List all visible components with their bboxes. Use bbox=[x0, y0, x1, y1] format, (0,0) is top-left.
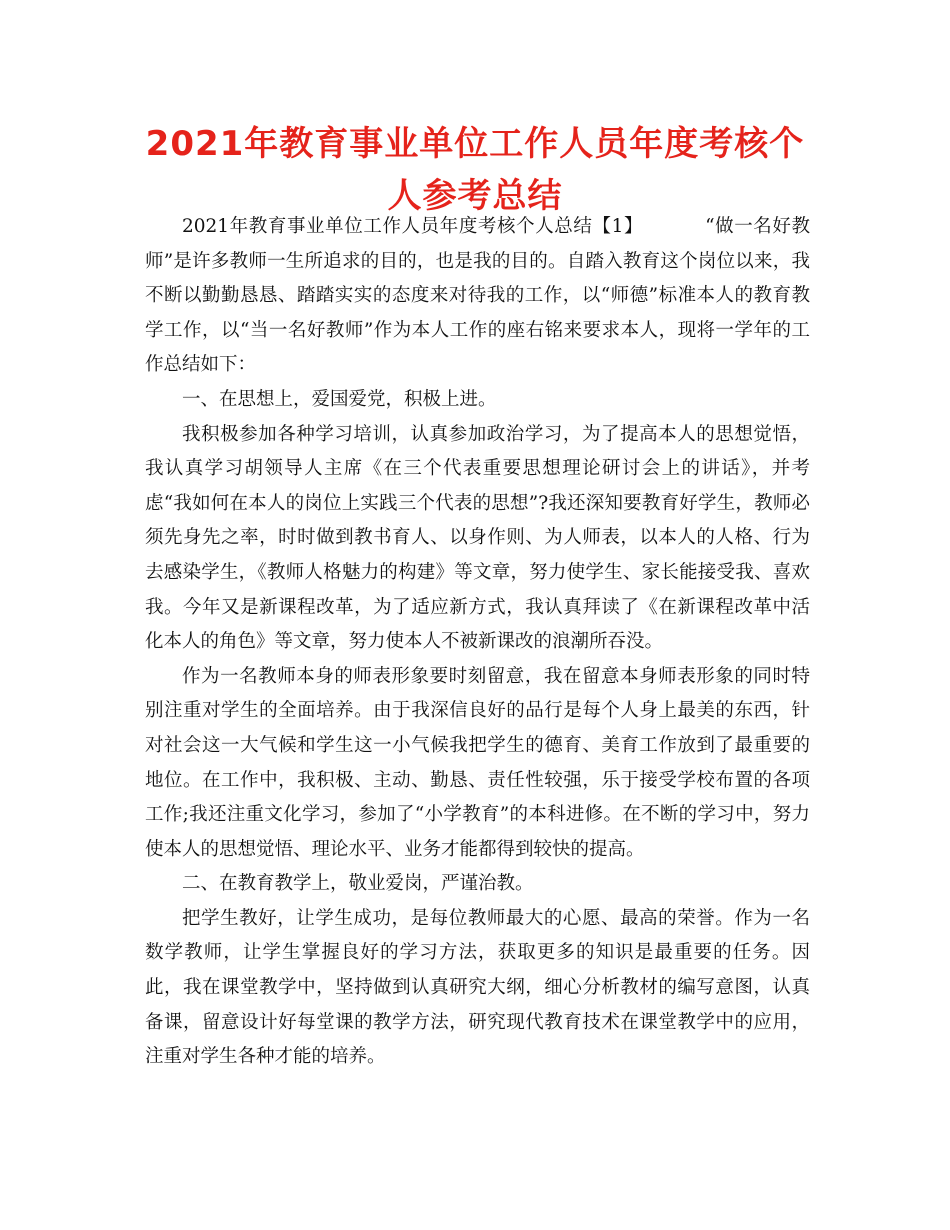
body-paragraph: 把学生教好，让学生成功，是每位教师最大的心愿、最高的荣誉。作为一名数学教师，让学生掌握良好的学习方法，获取更多的知识是最重要的任务。因此，我在课堂教学中，坚持做到认真研究大纲，细心分析教材的编写意图，认真备课，留意设计好每堂课的教学方法，研究现代教育技术在课堂教学中的应用，注重对学生各种才能的培养。 bbox=[145, 907, 810, 1068]
intro-heading: 2021年教育事业单位工作人员年度考核个人总结【1】 bbox=[182, 216, 644, 237]
section-heading-thought: 一、在思想上，爱国爱党，积极上进。 bbox=[182, 388, 497, 410]
body-paragraph: 我积极参加各种学习培训，认真参加政治学习，为了提高本人的思想觉悟，我认真学习胡领导人主席《在三个代表重要思想理论研讨会上的讲话》，并考虑“我如何在本人的岗位上实践三个代表的思想”?我还深知要教育好学生，教师必须先身先之率，时时做到教书育人、以身作则、为人师表，以本人的人格、行为去感染学生，《教师人格魅力的构建》等文章，努力使学生、家长能接受我、喜欢我。今年又是新课程改革，为了适应新方式，我认真拜读了《在新课程改革中活化本人的角色》等文章，努力使本人不被新课改的浪潮所吞没。 bbox=[145, 423, 810, 653]
document-body bbox=[145, 210, 810, 1075]
intro-text: “做一名好教师”是许多教师一生所追求的目的，也是我的目的。自踏入教育这个岗位以来，我不断以勤勤恳恳、踏踏实实的态度来对待我的工作，以“师德”标准本人的教育教学工作，以“当一名好教师”作为本人工作的座右铭来要求本人，现将一学年的工作总结如下： bbox=[145, 216, 810, 376]
intro-paragraph bbox=[145, 210, 810, 383]
document-title: 2021年教育事业单位工作人员年度考核个人参考总结 bbox=[145, 124, 805, 216]
section-heading-teaching: 二、在教育教学上，敬业爱岗，严谨治教。 bbox=[182, 873, 534, 895]
body-paragraph: 作为一名教师本身的师表形象要时刻留意，我在留意本身师表形象的同时特别注重对学生的全面培养。由于我深信良好的品行是每个人身上最美的东西，针对社会这一大气候和学生这一小气候我把学生的德育、美育工作放到了最重要的地位。在工作中，我积极、主动、勤恳、责任性较强，乐于接受学校布置的各项工作;我还注重文化学习，参加了“小学教育”的本科进修。在不断的学习中，努力使本人的思想觉悟、理论水平、业务才能都得到较快的提高。 bbox=[145, 665, 810, 860]
